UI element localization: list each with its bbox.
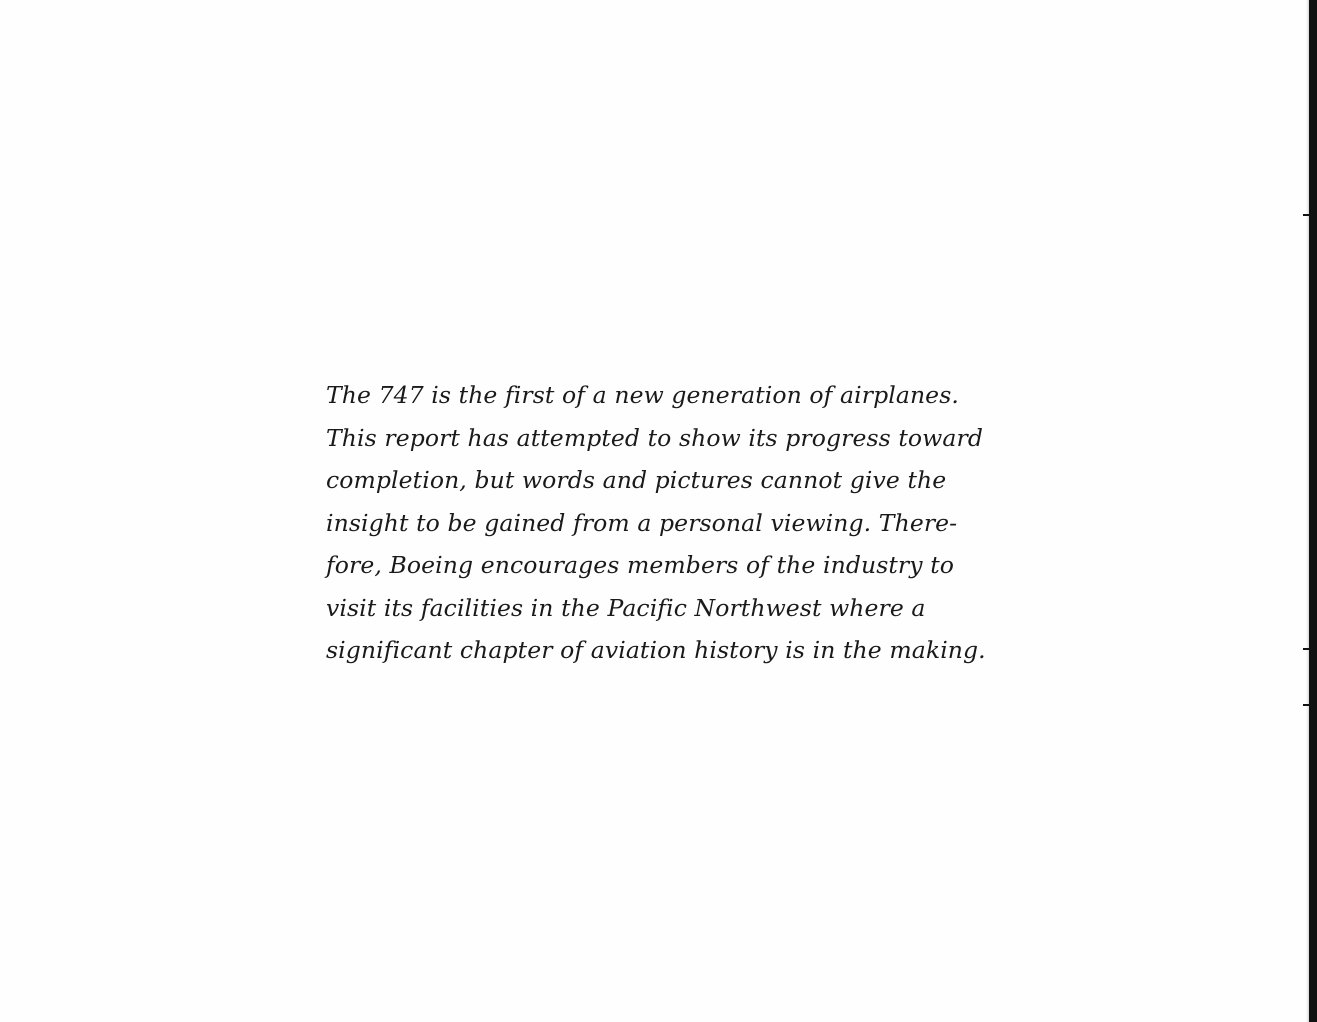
page-edge-border (1309, 0, 1317, 1022)
edge-mark (1303, 704, 1309, 706)
paragraph-line: insight to be gained from a personal viewing. There- (326, 508, 958, 537)
paragraph-line: completion, but words and pictures cannot give the (326, 466, 947, 494)
edge-mark (1303, 214, 1309, 216)
paragraph-line: fore, Boeing encourages members of the industry to (326, 551, 954, 579)
paragraph-line: visit its facilities in the Pacific Northwest where a (326, 593, 926, 622)
paragraph-line: The 747 is the first of a new generation of airplanes. (326, 381, 959, 409)
paragraph-line: This report has attempted to show its progress toward (326, 423, 983, 452)
paragraph-line: significant chapter of aviation history is in the making. (326, 636, 986, 664)
edge-mark (1303, 648, 1309, 650)
closing-paragraph (326, 374, 1026, 672)
